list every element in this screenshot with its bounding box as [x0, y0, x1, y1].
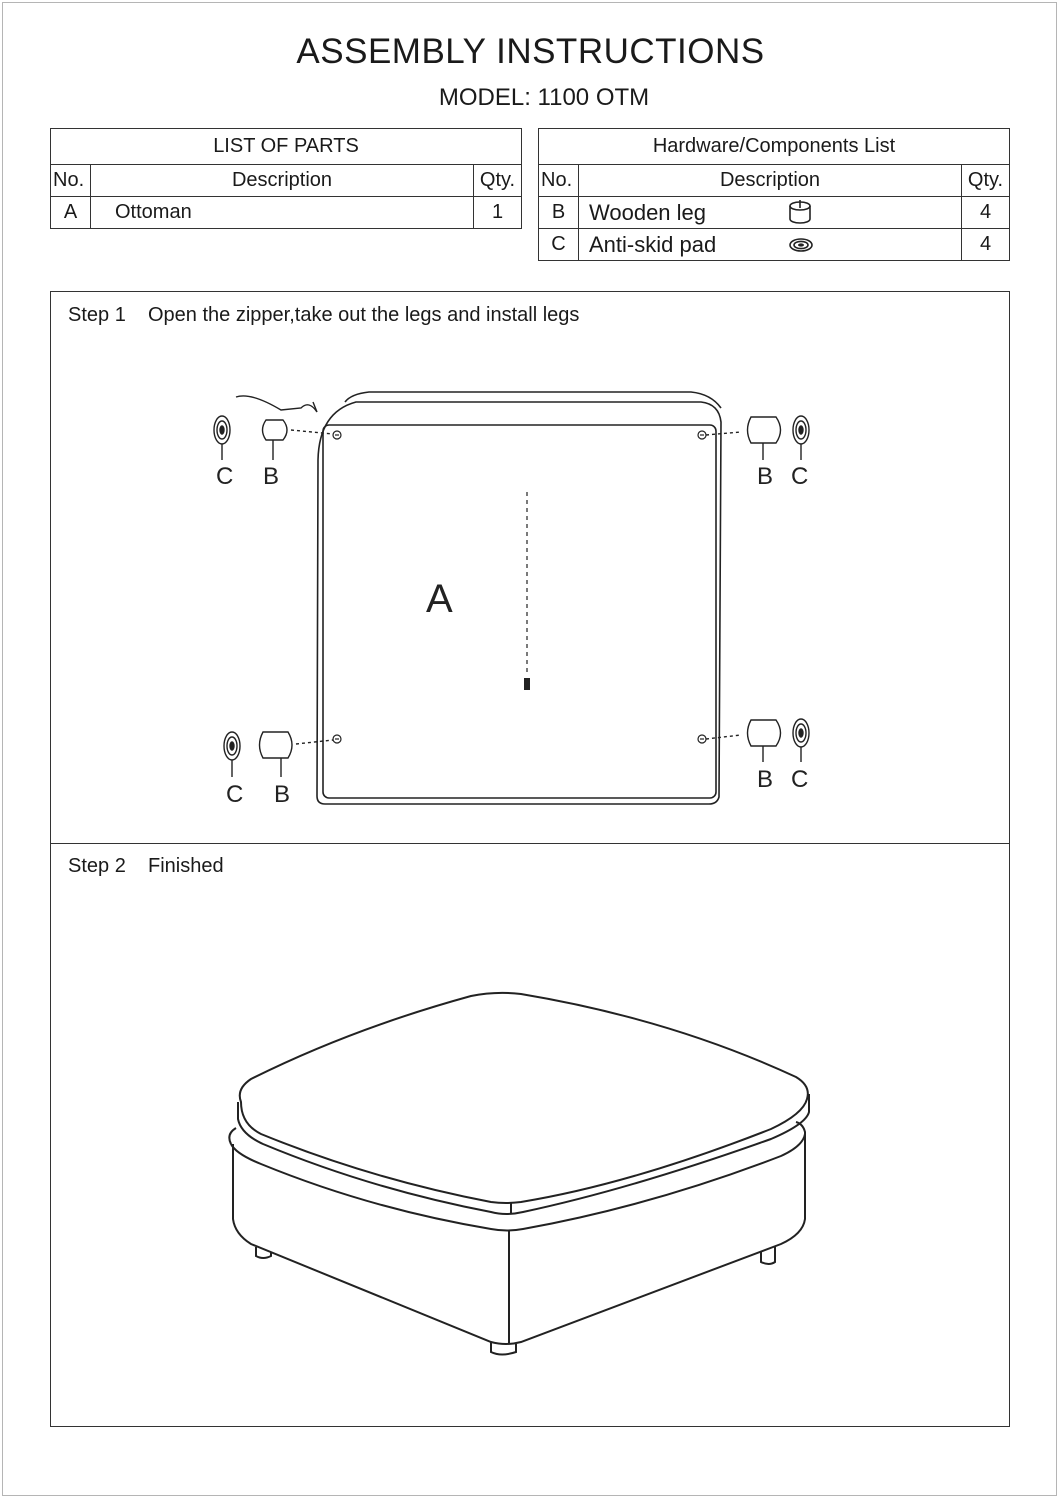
- label-leg-b: B: [263, 463, 280, 490]
- parts-list-heading: LIST OF PARTS: [51, 129, 522, 165]
- part-no: A: [51, 197, 91, 229]
- table-row: [539, 197, 1010, 229]
- parts-list-table: [50, 128, 522, 229]
- label-leg-b: B: [274, 781, 291, 808]
- finished-ottoman-illustration: [51, 884, 1009, 1424]
- hardware-list-heading: Hardware/Components List: [539, 129, 1010, 165]
- column-header-no: No.: [51, 165, 91, 197]
- column-header-qty: Qty.: [962, 165, 1010, 197]
- hardware-qty: 4: [962, 197, 1010, 229]
- step-2-text: Finished: [148, 855, 224, 877]
- part-label-a: A: [426, 577, 453, 621]
- hardware-description: Wooden leg: [589, 199, 707, 225]
- hardware-no: C: [539, 229, 579, 261]
- column-header-no: No.: [539, 165, 579, 197]
- part-qty: 1: [474, 197, 522, 229]
- column-header-qty: Qty.: [474, 165, 522, 197]
- wooden-leg-icon: [787, 199, 813, 227]
- label-pad-c: C: [791, 766, 809, 793]
- hardware-description: Anti-skid pad: [589, 231, 717, 257]
- leg-top-left: [214, 396, 333, 460]
- hardware-no: B: [539, 197, 579, 229]
- column-header-description: Description: [91, 165, 474, 197]
- document-title: ASSEMBLY INSTRUCTIONS: [296, 32, 765, 71]
- step-1-label: Step 1: [68, 304, 126, 326]
- label-pad-c: C: [216, 463, 234, 490]
- model-number: MODEL: 1100 OTM: [438, 84, 650, 111]
- part-description: Ottoman: [91, 197, 474, 229]
- leg-bottom-right: [706, 719, 809, 762]
- label-pad-c: C: [226, 781, 244, 808]
- label-pad-c: C: [791, 463, 809, 490]
- step-1-panel: [50, 291, 1010, 844]
- step-1-text: Open the zipper,take out the legs and install legs: [148, 304, 580, 326]
- table-row: [539, 229, 1010, 261]
- leg-installation-diagram: [51, 342, 1009, 842]
- column-header-description: Description: [579, 165, 962, 197]
- label-leg-b: B: [757, 766, 774, 793]
- step-2-panel: [50, 843, 1010, 1427]
- ottoman-underside: [317, 392, 721, 804]
- hardware-qty: 4: [962, 229, 1010, 261]
- table-row: [51, 197, 522, 229]
- hardware-list-table: [538, 128, 1010, 261]
- anti-skid-pad-icon: [787, 237, 815, 253]
- label-leg-b: B: [757, 463, 774, 490]
- step-2-label: Step 2: [68, 855, 126, 877]
